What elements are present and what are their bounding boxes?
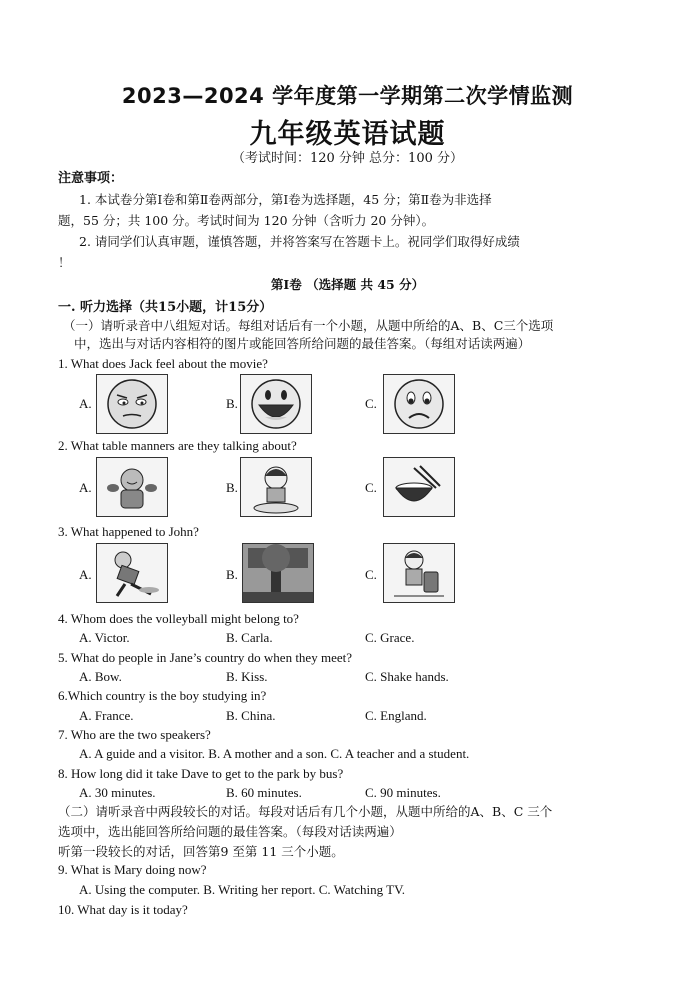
section-1-instruction-line-1: （一）请听录音中八组短对话。每组对话后有一个小题，从题中所给的A、B、C三个选项 [63,318,554,333]
question-4: 4. Whom does the volleyball might belong to? [58,611,299,626]
q2-image-a [96,457,168,517]
q5-option-a: A. Bow. [79,669,122,684]
q3-label-c: C. [365,567,377,582]
girl-at-table-icon [241,458,311,516]
exam-subtitle: 九年级英语试题 [249,119,446,150]
question-10: 10. What day is it today? [58,902,188,917]
q1-label-c: C. [365,396,377,411]
q3-image-b [242,543,314,603]
boy-falling-icon [97,544,167,602]
q4-option-b: B. Carla. [226,630,273,645]
q2-label-b: B. [226,480,238,495]
tree-scene-icon [243,544,313,602]
q5-option-c: C. Shake hands. [365,669,449,684]
q1-image-c [383,374,455,434]
notice-item-1-line-2: 题，55 分；共 100 分。考试时间为 120 分钟（含听力 20 分钟）。 [58,213,435,228]
question-2: 2. What table manners are they talking about? [58,438,297,453]
q9-options: A. Using the computer. B. Writing her report. C. Watching TV. [79,882,406,897]
exam-title: 2023—2024 学年度第一学期第二次学情监测 [121,84,574,108]
rice-bowl-chopsticks-icon [384,458,454,516]
laughing-face-icon [241,375,311,433]
question-1: 1. What does Jack feel about the movie? [58,356,268,371]
q2-image-c [383,457,455,517]
section-2-instruction-line-1: （二）请听录音中两段较长的对话。每段对话后有几个小题，从题中所给的A、B、C 三个 [58,804,553,819]
sad-face-icon [384,375,454,433]
exam-info: （考试时间：120 分钟 总分：100 分） [231,151,464,166]
q6-option-b: B. China. [226,708,276,723]
boy-eating-chicken-icon [97,458,167,516]
q4-option-c: C. Grace. [365,630,415,645]
notice-item-1-line-1: 1. 本试卷分第Ⅰ卷和第Ⅱ卷两部分，第Ⅰ卷为选择题，45 分；第Ⅱ卷为非选择 [79,192,492,207]
q7-options: A. A guide and a visitor. B. A mother and a son. C. A teacher and a student. [79,746,470,761]
q1-label-b: B. [226,396,238,411]
notice-item-2-line-2: ！ [58,255,71,270]
bored-face-icon [97,375,167,433]
q8-option-b: B. 60 minutes. [226,785,302,800]
notice-item-2-line-1: 2. 请同学们认真审题，谨慎答题，并将答案写在答题卡上。祝同学们取得好成绩 [79,234,520,249]
q1-image-a [96,374,168,434]
q3-image-c [383,543,455,603]
question-3: 3. What happened to John? [58,524,199,539]
q6-option-c: C. England. [365,708,427,723]
q3-label-b: B. [226,567,238,582]
part-1-heading: 第Ⅰ卷 （选择题 共 45 分） [270,277,425,292]
notice-heading: 注意事项： [58,171,124,186]
question-6: 6.Which country is the boy studying in? [58,688,267,703]
question-5: 5. What do people in Jane’s country do when they meet? [58,650,352,665]
q5-option-b: B. Kiss. [226,669,268,684]
q8-option-c: C. 90 minutes. [365,785,441,800]
q4-option-a: A. Victor. [79,630,130,645]
q8-option-a: A. 30 minutes. [79,785,156,800]
question-7: 7. Who are the two speakers? [58,727,211,742]
question-8: 8. How long did it take Dave to get to the park by bus? [58,766,344,781]
q3-label-a: A. [79,567,92,582]
q3-image-a [96,543,168,603]
q6-option-a: A. France. [79,708,134,723]
q2-label-c: C. [365,480,377,495]
section-2-instruction-line-3: 听第一段较长的对话，回答第9 至第 11 三个小题。 [58,844,344,859]
section-1-instruction-line-2: 中，选出与对话内容相符的图片或能回答所给问题的最佳答案。（每组对话读两遍） [74,336,531,351]
q2-image-b [240,457,312,517]
q1-label-a: A. [79,396,92,411]
section-1-heading: 一. 听力选择（共15小题，计15分） [58,300,273,315]
q2-label-a: A. [79,480,92,495]
section-2-instruction-line-2: 选项中，选出能回答所给问题的最佳答案。（每段对话读两遍） [58,824,402,839]
question-9: 9. What is Mary doing now? [58,862,207,877]
q1-image-b [240,374,312,434]
kid-with-bag-icon [384,544,454,602]
